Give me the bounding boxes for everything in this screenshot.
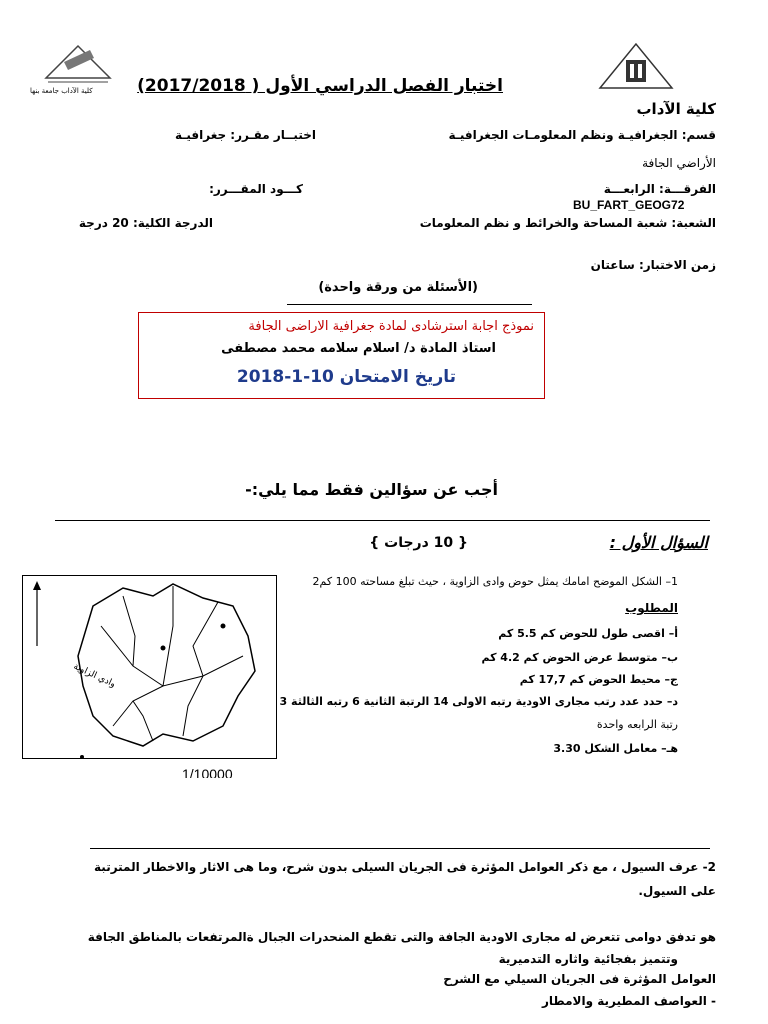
total-grade: الدرجة الكلية: 20 درجة [78, 216, 213, 230]
box-line-3: تاريخ الامتحان 10-1-2018 [236, 367, 456, 387]
sheet-note: (الأسئلة من ورقة واحدة) [318, 280, 478, 295]
q1-grade: { 10 درجات } [369, 535, 468, 551]
box-line-1: نموذج اجابة استرشادى لمادة جغرافية الاراضى الجافة [248, 319, 534, 334]
left-logo-caption: كلية الآداب جامعة بنها [30, 87, 93, 95]
faculty-logo-left [38, 42, 118, 92]
point-marker-2 [161, 646, 166, 651]
exam-title: اختبار الفصل الدراسي الأول ( 2017/2018) [137, 76, 503, 96]
tributary-4 [113, 686, 163, 726]
division: الشعبة: شعبة المساحة والخرائط و نظم المعلومات [419, 216, 716, 230]
course-code: BU_FART_GEOG72 [573, 198, 685, 212]
q1-item-d-cont: رتبة الرابعه واحدة [596, 718, 678, 731]
duration: زمن الاختبار: ساعتان [590, 258, 716, 272]
box-line-2: استاذ المادة د/ اسلام سلامه محمد مصطفى [221, 341, 496, 356]
q2-answer-1: هو تدفق دوامى تتعرض له مجارى الاودية الجافة والتى تقطع المنحدرات الجبال ةالمرتفعات بالمناطق الجافة [87, 930, 716, 944]
q2-answer-2: وتتميز بفجائية واثاره التدميرية [498, 952, 678, 966]
course-code-label: كـــود المقـــرر: [209, 182, 303, 196]
college-name: كلية الآداب [636, 100, 716, 118]
answer-model-box [138, 312, 545, 399]
tributary-5 [183, 676, 203, 736]
basin-map [22, 575, 277, 759]
q2-line-1: 2- عرف السيول ، مع ذكر العوامل المؤثرة فى الجريان السيلى بدون شرح، وما هى الاثار والاخطار المترتبة [94, 860, 716, 874]
divider-q2 [90, 848, 710, 849]
map-scale: 1/10000 [182, 766, 233, 778]
q1-intro: 1– الشكل الموضح امامك يمثل حوض وادى الزاوية ، حيث تبلغ مساحته 100 كم2 [312, 575, 678, 588]
q1-item-c: ج– محيط الحوض كم 17,7 كم [519, 673, 678, 686]
north-arrow-head [33, 581, 41, 590]
q1-item-a: أ– اقصى طول للحوض كم 5.5 كم [498, 627, 678, 640]
q2-line-2: على السيول. [638, 884, 716, 898]
course-label: اختبــار مقـرر: جغرافيـة [174, 128, 316, 142]
q1-item-d: د– حدد عدد رتب مجارى الاودية رتبه الاولى 14 الرتبة الثانية 6 رتبه الثالثة 3 [279, 695, 678, 708]
q2-answer-3: العوامل المؤثرة فى الجريان السيلي مع الشرح [443, 972, 716, 986]
basin-map-drawing [23, 576, 276, 758]
tributary-3 [193, 602, 218, 676]
department: قسم: الجغرافيـة ونظم المعلومـات الجغرافيـة [448, 128, 716, 142]
q1-item-b: ب– متوسط عرض الحوض كم 4.2 كم [481, 651, 678, 664]
point-marker-1 [221, 624, 226, 629]
instruction: أجب عن سؤالين فقط مما يلي:- [245, 480, 498, 499]
divider-short [287, 304, 532, 305]
tributary-6 [133, 701, 153, 741]
map-label: وادي الزاوية [71, 661, 117, 690]
q1-title: السؤال الأول : [609, 533, 708, 552]
q1-required: المطلوب [625, 601, 678, 615]
university-logo-right [596, 42, 676, 92]
q2-answer-4: - العواصف المطيرية والامطار [542, 994, 716, 1008]
divider-long [55, 520, 710, 521]
course-name-cont: الأراضي الجافة [642, 156, 716, 170]
level: الفرقـــة: الرابعـــة [603, 182, 716, 196]
q1-item-e: هـ– معامل الشكل 3.30 [553, 742, 678, 755]
tributary-2 [163, 586, 173, 686]
scale-dot [80, 755, 84, 759]
